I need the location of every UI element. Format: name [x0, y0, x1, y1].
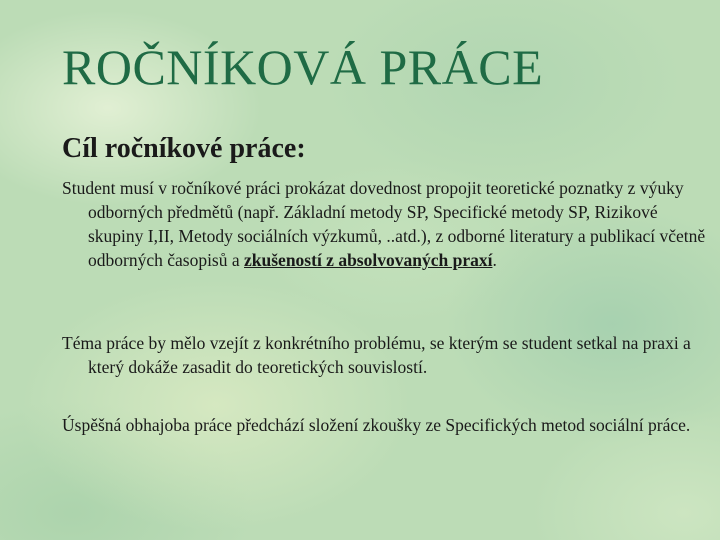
slide-title: ROČNÍKOVÁ PRÁCE	[62, 39, 544, 95]
paragraph-goal	[62, 176, 708, 272]
paragraph-goal-end: .	[492, 250, 497, 270]
paragraph-defense: Úspěšná obhajoba práce předchází složení zkoušky ze Specifických metod sociální práce.	[62, 415, 691, 435]
paragraph-topic: Téma práce by mělo vzejít z konkrétního problému, se kterým se student setkal na praxi a který dokáže zasadit do teoretických souvislostí.	[62, 333, 691, 377]
paragraph-goal-text: Student musí v ročníkové práci prokázat dovednost propojit teoretické poznatky z výuky odborných předmětů (např. Základní metody SP, Specifické metody SP, Rizikové skupiny I,II, Metody sociálních výzkumů, ..atd.), z odborné literatury a publikací včetně odborných časopisů a	[62, 178, 706, 270]
slide-subtitle: Cíl ročníkové práce:	[62, 133, 306, 164]
paragraph-goal-emphasis: zkušeností z absolvovaných praxí	[244, 250, 493, 270]
